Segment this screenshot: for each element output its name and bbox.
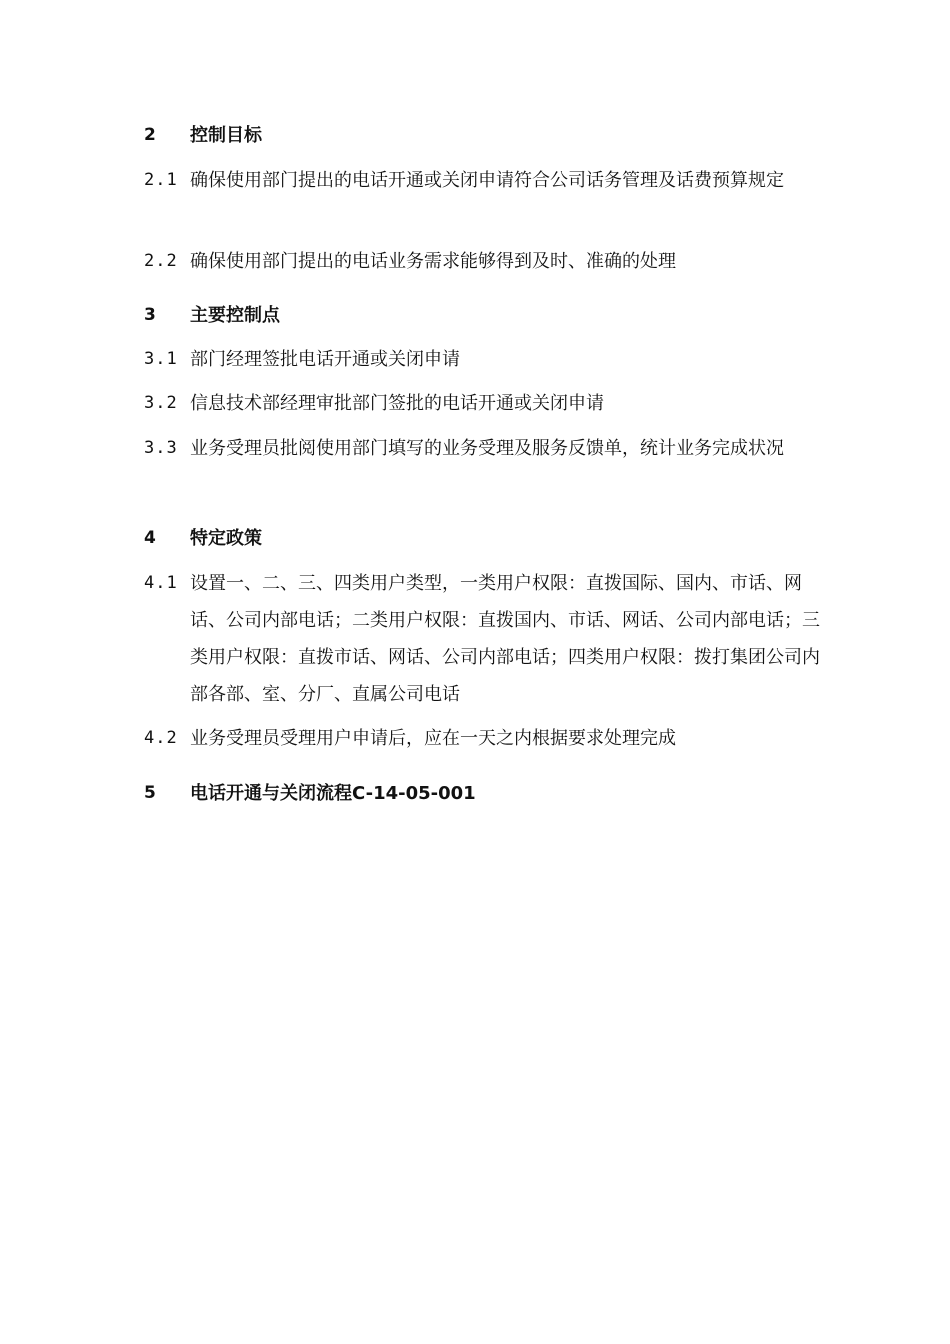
clause-text: 信息技术部经理审批部门签批的电话开通或关闭申请	[190, 393, 604, 414]
clause-number: 2.1	[144, 170, 178, 190]
clause-number: 3.3	[144, 438, 178, 458]
section-number: 4	[144, 528, 157, 548]
section-number: 2	[144, 125, 157, 145]
section-title: 电话开通与关闭流程C-14-05-001	[190, 783, 476, 804]
clause-number: 2.2	[144, 251, 178, 271]
section-title: 控制目标	[190, 125, 262, 146]
clause-number: 3.1	[144, 349, 178, 369]
section-title: 主要控制点	[190, 305, 280, 326]
clause-text: 确保使用部门提出的电话开通或关闭申请符合公司话务管理及话费预算规定	[190, 170, 784, 191]
section-number: 5	[144, 783, 157, 803]
clause-text: 业务受理员受理用户申请后，应在一天之内根据要求处理完成	[190, 728, 676, 749]
clause-text: 确保使用部门提出的电话业务需求能够得到及时、准确的处理	[190, 251, 676, 272]
clause-number: 4.2	[144, 728, 178, 748]
clause-number: 3.2	[144, 393, 178, 413]
section-title: 特定政策	[190, 528, 262, 549]
section-number: 3	[144, 305, 157, 325]
clause-number: 4.1	[144, 573, 178, 593]
clause-text: 部门经理签批电话开通或关闭申请	[190, 349, 460, 370]
clause-text: 业务受理员批阅使用部门填写的业务受理及服务反馈单，统计业务完成状况	[190, 438, 784, 459]
clause-text: 设置一、二、三、四类用户类型，一类用户权限：直拨国际、国内、市话、网话、公司内部电话；二类用户权限：直拨国内、市话、网话、公司内部电话；三类用户权限：直拨市话、网话、公司内部电话；四类用户权限：拨打集团公司内部各部、室、分厂、直属公司电话	[190, 573, 820, 705]
